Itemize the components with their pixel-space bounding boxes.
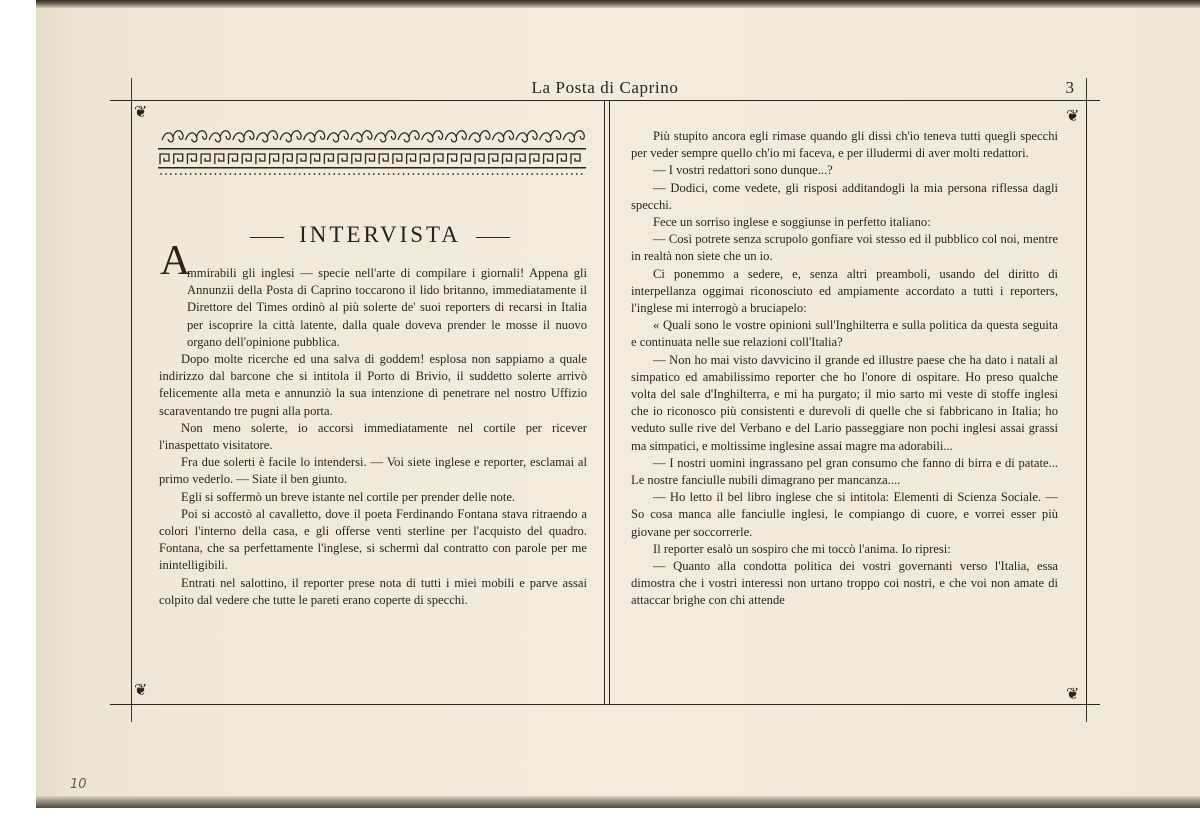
paragraph: — Dodici, come vedete, gli risposi additandogli la mia persona riflessa dagli specchi. <box>631 180 1058 212</box>
paragraph: — I nostri uomini ingrassano pel gran consumo che fanno di birra e di patate... Le nostre fanciulle nubili dimagrano per mancanza.... <box>631 455 1058 488</box>
paragraph: Il reporter esalò un sospiro che mi toccò l'anima. Io ripresi: <box>653 541 951 556</box>
paragraph: — Così potrete senza scrupolo gonfiare voi stesso ed il pubblico col noi, mentre in realtà non siete che un io. <box>631 232 1058 264</box>
paragraph: — Quanto alla condotta politica dei vostri governanti verso l'Italia, essa dimostra che i vostri interessi non urtano troppo coi nostri, e che voi non amate di attaccar brighe con chi attende <box>631 559 1058 608</box>
dropcap-initial: A <box>160 238 191 284</box>
footer-tick-left <box>131 704 132 722</box>
paragraph: Ci ponemmo a sedere, e, senza altri preamboli, usando del diritto di interpellanza oggimai riconosciuto ed ampiamente accordato a tutti i reporters, l'inglese mi interrogò a bruciapelo: <box>631 266 1058 316</box>
decorative-header-band-icon <box>158 124 586 178</box>
ornament-corner-icon: ❦ <box>134 680 148 699</box>
paragraph: mmirabili gli inglesi — specie nell'arte di compilare i giornali! Appena gli Annunzii della Posta di Caprino toccarono il lido britanno, immediatamente il Direttore del Times ordinò al più solerte de' suoi reporters di recarsi in Italia per iscoprire la città latente, dalla quale doveva prender le mosse il nuovo organo dell'opinione pubblica. <box>187 266 587 349</box>
paragraph: « Quali sono le vostre opinioni sull'Inghilterra e sulla politica da questa seguita e continuata nelle sue relazioni coll'Italia? <box>631 318 1058 350</box>
frame-top-rule <box>110 100 1100 101</box>
paragraph: Egli si soffermò un breve istante nel cortile per prender delle note. <box>181 489 516 504</box>
article-title-text: INTERVISTA <box>299 222 461 247</box>
paragraph: Fece un sorriso inglese e soggiunse in perfetto italiano: <box>653 215 931 230</box>
scan-margin-bottom <box>0 808 1200 824</box>
page-header <box>110 78 1100 100</box>
article-right-column <box>631 128 1058 610</box>
article-title <box>150 222 610 252</box>
header-tick-right <box>1086 78 1087 100</box>
paragraph: Fra due solerti è facile lo intendersi. — Voi siete inglese e reporter, esclamai al primo vederlo. — Siate il ben giunto. <box>159 455 587 487</box>
scan-margin-left <box>0 0 36 824</box>
paragraph: — Ho letto il bel libro inglese che si intitola: Elementi di Scienza Sociale. — So cosa manca alle fanciulle inglesi, le compiango di cuore, e vorrei esser più giovane per soccorrerle. <box>631 490 1058 539</box>
column-divider-right <box>609 100 610 704</box>
title-flourish-icon <box>476 237 510 238</box>
paragraph: Entrati nel salottino, il reporter prese nota di tutti i miei mobili e parve assai colpito dal vedere che tutte le pareti erano coperte di specchi. <box>159 575 587 607</box>
title-flourish-icon <box>250 237 284 238</box>
frame-right-rule <box>1086 100 1087 704</box>
paragraph: — I vostri redattori sono dunque...? <box>653 163 833 178</box>
paragraph: Poi si accostò al cavalletto, dove il poeta Ferdinando Fontana stava ritraendo a colori l'interno della casa, e gli offerse venti sterline per l'acquisto del quadro. Fontana, che sa perfettamente l'inglese, si schermì dal contratto con parole per me inintelligibili. <box>159 506 587 573</box>
frame-left-rule <box>131 100 132 704</box>
page-number: 3 <box>1065 78 1074 97</box>
paragraph: Più stupito ancora egli rimase quando gli dissi ch'io teneva tutti quegli specchi per veder sempre quello ch'io mi faceva, e per illudermi di aver molti redattori. <box>631 129 1058 161</box>
header-tick-left <box>131 78 132 100</box>
paragraph: — Non ho mai visto davvicino il grande ed illustre paese che ha dato i natali al simpatico ed amabilissimo reporter che ho l'onore di ospitare. Ho preso qualche volta del sale d'Inghilterra, e mi ha purgato; il mio sarto mi veste di stoffe inglesi che io riconosco più consistenti e durevoli di quelle che si fabbricano in Italia; ho veduto sulle rive del Verbano e del Lario passeggiare non pochi inglesi assai grassi ma simpatici, e moltissime inglesine assai magre ma adorabili... <box>631 352 1058 453</box>
paragraph: Non meno solerte, io accorsi immediatamente nel cortile per ricever l'inaspettato visitatore. <box>159 420 587 453</box>
footer-tick-right <box>1086 704 1087 722</box>
running-title: La Posta di Caprino <box>531 78 679 97</box>
frame-bottom-rule <box>110 704 1100 705</box>
ornament-corner-icon: ❦ <box>1066 106 1080 125</box>
article-left-column <box>159 265 587 609</box>
ornament-corner-icon: ❦ <box>1066 684 1080 703</box>
margin-handwritten-note: 10 <box>70 777 87 792</box>
paragraph: Dopo molte ricerche ed una salva di goddem! esplosa non sappiamo a quale indirizzo dal barcone che si intitola il Porto di Brivio, il suddetto solerte arrivò felicemente alla meta e annunziò la sua intenzione di penetrare nel nostro Uffizio scaraventando tre pugni alla porta. <box>159 352 587 418</box>
ornament-corner-icon: ❦ <box>134 102 148 121</box>
column-divider-left <box>604 100 605 704</box>
page-top-edge <box>36 0 1200 8</box>
